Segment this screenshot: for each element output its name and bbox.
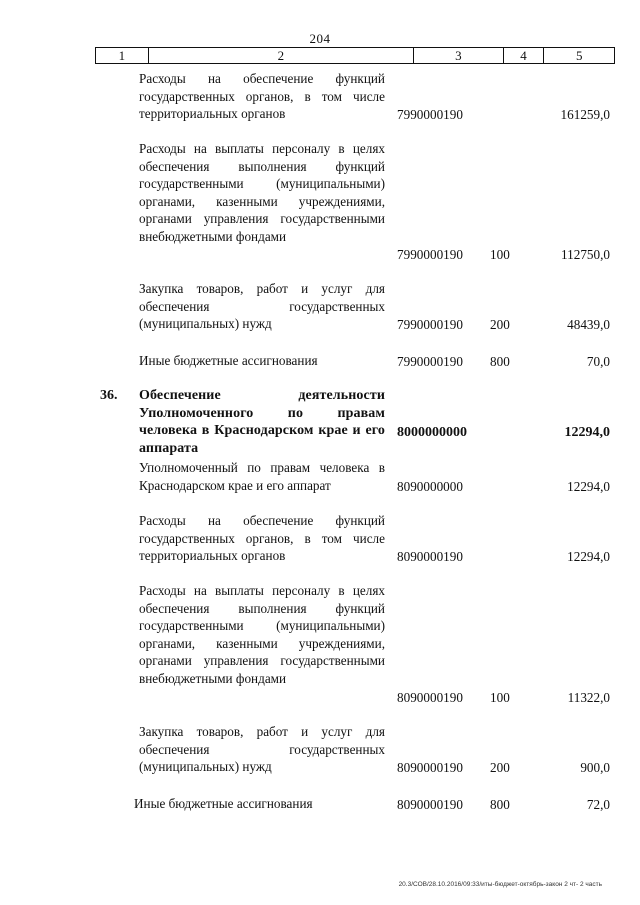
column-header-3: 3 [414,48,503,63]
row-description: Уполномоченный по правам человека в Краснодарском крае и его аппарат [139,460,385,493]
row-description: Иные бюджетные ассигнования [139,353,318,368]
table-row [0,723,640,776]
row-amount: 161259,0 [560,106,610,122]
row-target-code: 8090000000 [397,478,463,494]
row-amount: 48439,0 [567,316,610,332]
table-row [0,582,640,706]
section-title: Обеспечение деятельности Уполномоченного по правам человека в Краснодарском крае и его аппарата [139,388,385,456]
column-header-4: 4 [504,48,545,63]
row-target-code: 7990000190 [397,106,463,122]
table-row [0,140,640,263]
row-target-code: 8090000190 [397,689,463,705]
row-target-code: 7990000190 [397,316,463,332]
column-header-2: 2 [149,48,414,63]
table-row [0,795,640,813]
table-row [0,512,640,565]
row-target-code: 8000000000 [397,424,467,440]
row-description: Расходы на обеспечение функций государственных органов, в том числе территориальных органов [139,513,385,563]
row-description: Иные бюджетные ассигнования [134,796,313,811]
section-row [0,387,640,456]
row-amount: 72,0 [586,796,610,812]
footer-file-note: 20.3/СОВ/28.10.2016/09:33/иты-бюджет-октябрь-закон 2 чт- 2 часть [398,881,602,888]
column-header-5: 5 [575,48,583,63]
row-target-code: 8090000190 [397,759,463,775]
table-row [0,280,640,333]
row-amount: 12294,0 [564,424,610,440]
row-target-code: 7990000190 [397,353,463,369]
row-expense-kind: 100 [490,246,510,262]
row-description: Закупка товаров, работ и услуг для обеспечения государственных (муниципальных) нужд [139,281,385,331]
row-description: Расходы на выплаты персоналу в целях обеспечения выполнения функций государственными (муниципальными) органами, казенными учреждениями, органами управления государственными внебюджетными фондами [139,141,385,244]
page-number: 204 [309,31,331,46]
row-expense-kind: 200 [490,316,510,332]
row-description: Расходы на выплаты персоналу в целях обеспечения выполнения функций государственными (муниципальными) органами, казенными учреждениями, органами управления государственными внебюджетными фондами [139,583,385,686]
table-row [0,352,640,370]
row-expense-kind: 800 [490,353,510,369]
row-amount: 900,0 [580,759,610,775]
row-target-code: 8090000190 [397,548,463,564]
row-amount: 12294,0 [567,548,610,564]
row-expense-kind: 200 [490,759,510,775]
table-row [0,459,640,495]
row-target-code: 8090000190 [397,796,463,812]
row-target-code: 7990000190 [397,246,463,262]
row-amount: 70,0 [586,353,610,369]
column-header-1: 1 [96,48,149,63]
row-description: Расходы на обеспечение функций государственных органов, в том числе территориальных органов [139,71,385,121]
row-amount: 11322,0 [567,689,610,705]
section-number: 36. [100,388,118,403]
table-row [0,70,640,123]
column-header-row [95,47,615,64]
row-expense-kind: 100 [490,689,510,705]
row-amount: 12294,0 [567,478,610,494]
row-description: Закупка товаров, работ и услуг для обеспечения государственных (муниципальных) нужд [139,724,385,774]
row-amount: 112750,0 [561,246,610,262]
row-expense-kind: 800 [490,796,510,812]
